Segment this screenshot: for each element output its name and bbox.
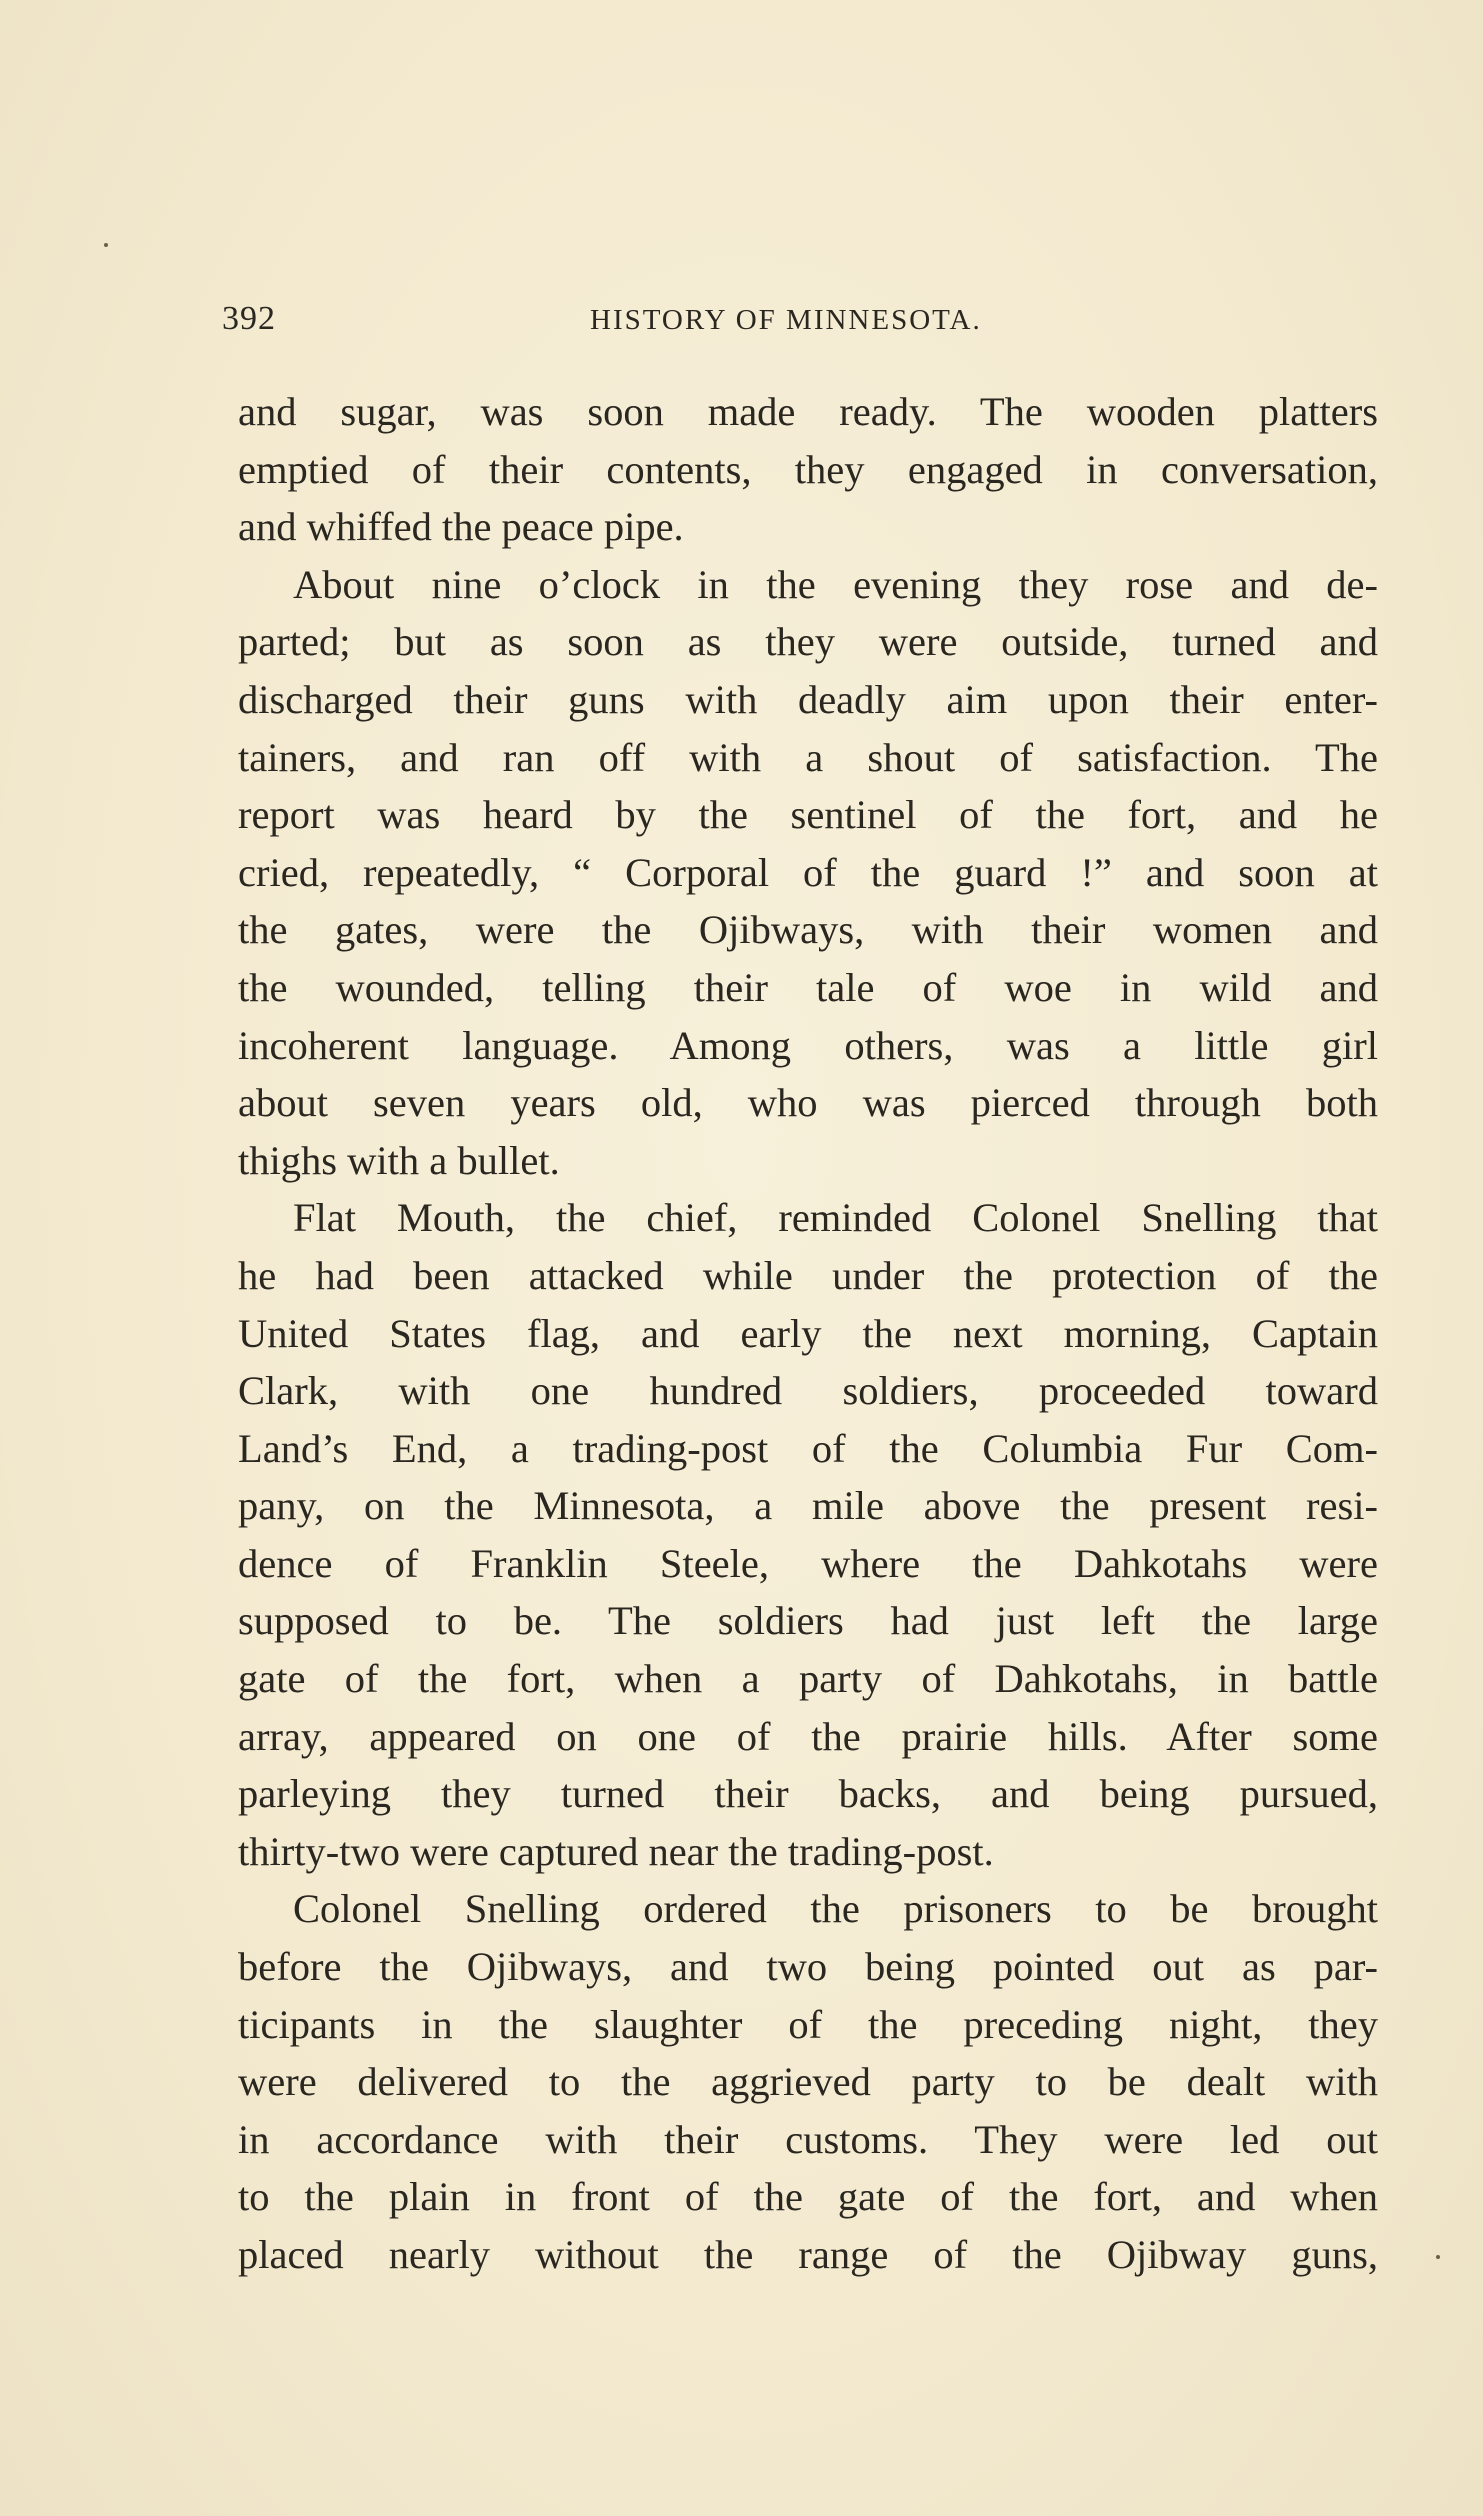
text-line: Land’s End, a trading-post of the Columbia Fur Com- (238, 1425, 1378, 1471)
text-line: and sugar, was soon made ready. The wooden platters (238, 389, 1378, 434)
text-line: incoherent language. Among others, was a little girl (238, 1022, 1378, 1068)
text-line: United States flag, and early the next morning, Captain (238, 1310, 1378, 1356)
text-line: gate of the fort, when a party of Dahkotahs, in battle (238, 1656, 1378, 1702)
text-line: Clark, with one hundred soldiers, proceeded toward (238, 1368, 1378, 1414)
page-number: 392 (222, 300, 276, 337)
text-line: parleying they turned their backs, and being pursued, (238, 1771, 1378, 1817)
text-line: about seven years old, who was pierced through both (238, 1080, 1378, 1126)
text-line: he had been attacked while under the protection of the (238, 1252, 1378, 1298)
text-line: thirty-two were captured near the trading-post. (238, 1828, 994, 1874)
text-line: emptied of their contents, they engaged in conversation, (238, 446, 1378, 492)
text-line: discharged their guns with deadly aim upon their enter- (238, 676, 1378, 722)
text-line: pany, on the Minnesota, a mile above the present resi- (238, 1483, 1378, 1529)
text-line: to the plain in front of the gate of the fort, and when (238, 2174, 1378, 2220)
text-line: dence of Franklin Steele, where the Dahkotahs were (238, 1540, 1378, 1586)
text-line: thighs with a bullet. (238, 1137, 560, 1183)
text-line: supposed to be. The soldiers had just left the large (238, 1598, 1378, 1644)
text-line: About nine o’clock in the evening they rose and de- (293, 561, 1378, 607)
body-text (238, 383, 1378, 2284)
text-line: were delivered to the aggrieved party to be dealt with (238, 2059, 1378, 2105)
text-line: the gates, were the Ojibways, with their women and (238, 907, 1378, 953)
text-line: Flat Mouth, the chief, reminded Colonel Snelling that (293, 1195, 1378, 1241)
text-line: Colonel Snelling ordered the prisoners to be brought (293, 1886, 1378, 1932)
text-line: cried, repeatedly, “ Corporal of the guard !” and soon at (238, 849, 1378, 895)
paper-speck (1436, 2255, 1440, 2259)
running-title: HISTORY OF MINNESOTA. (590, 304, 982, 336)
text-line: in accordance with their customs. They were led out (238, 2116, 1378, 2162)
text-line: parted; but as soon as they were outside, turned and (238, 619, 1378, 665)
text-line: array, appeared on one of the prairie hills. After some (238, 1713, 1378, 1759)
text-line: the wounded, telling their tale of woe in wild and (238, 964, 1378, 1010)
paper-speck (104, 243, 108, 247)
text-line: before the Ojibways, and two being pointed out as par- (238, 1944, 1378, 1990)
running-head (222, 300, 1022, 350)
text-line: report was heard by the sentinel of the fort, and he (238, 792, 1378, 838)
text-line: tainers, and ran off with a shout of satisfaction. The (238, 734, 1378, 780)
text-line: ticipants in the slaughter of the preceding night, they (238, 2001, 1378, 2047)
text-line: placed nearly without the range of the Ojibway guns, (238, 2232, 1378, 2277)
text-line: and whiffed the peace pipe. (238, 504, 684, 550)
